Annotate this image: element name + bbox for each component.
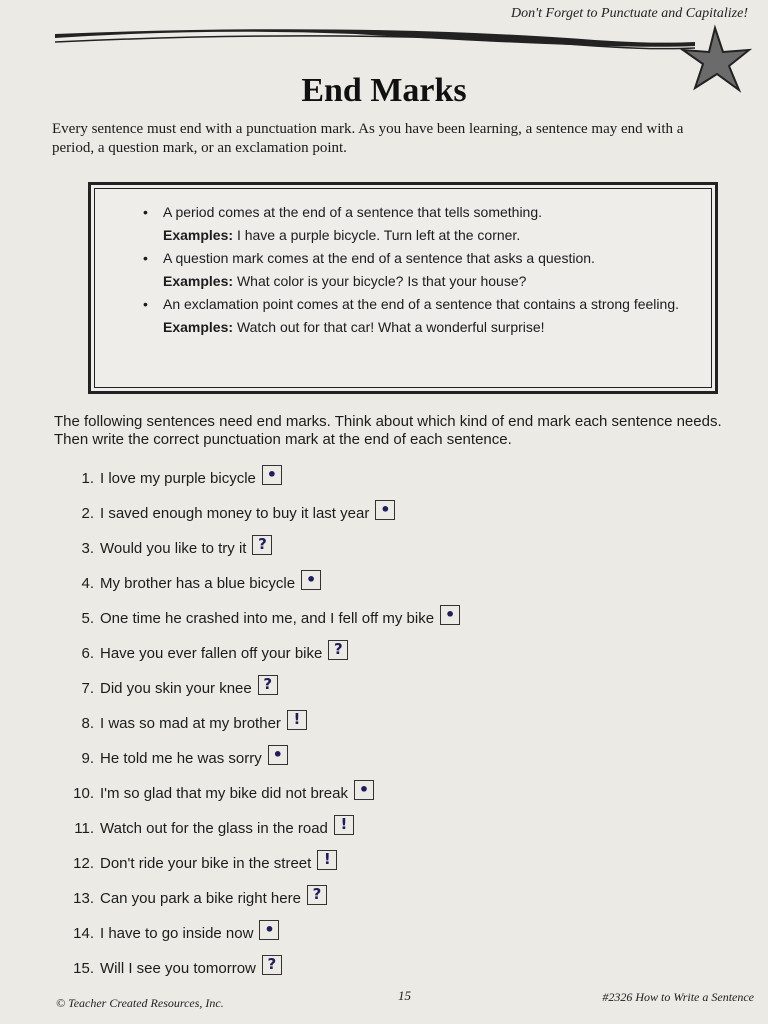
sentence-text: Watch out for the glass in the road xyxy=(100,820,328,837)
bullet-icon: • xyxy=(143,296,148,312)
answer-box[interactable]: • xyxy=(262,465,282,485)
sentence-number: 9. xyxy=(81,750,94,767)
sentence-item xyxy=(58,741,558,776)
page-title: End Marks xyxy=(301,72,467,109)
examples-label: Examples: xyxy=(163,273,234,289)
sentence-number: 14. xyxy=(73,925,94,942)
examples-text: Watch out for that car! What a wonderful surprise! xyxy=(236,319,545,335)
sentence-number: 11. xyxy=(74,820,94,837)
sentence-text: I was so mad at my brother xyxy=(100,715,281,732)
examples-text: What color is your bicycle? Is that your house? xyxy=(236,273,527,289)
sentence-text: Can you park a bike right here xyxy=(100,890,301,907)
answer-box[interactable]: ? xyxy=(258,675,278,695)
sentence-text: I love my purple bicycle xyxy=(100,470,256,487)
rule-text: An exclamation point comes at the end of a sentence that contains a strong feeling. xyxy=(163,296,679,312)
footer-book-title: #2326 How to Write a Sentence xyxy=(602,990,754,1004)
rules-box xyxy=(88,182,718,394)
sentence-item xyxy=(58,811,558,846)
sentence-number: 1. xyxy=(81,470,94,487)
examples-label: Examples: xyxy=(163,319,234,335)
rule-examples xyxy=(163,318,701,336)
rule-item xyxy=(141,203,701,244)
examples-label: Examples: xyxy=(163,227,234,243)
footer-page-number: 15 xyxy=(398,988,411,1003)
sentence-number: 6. xyxy=(81,645,94,662)
rule-item xyxy=(141,249,701,290)
rule-text: A question mark comes at the end of a sentence that asks a question. xyxy=(163,250,595,266)
sentence-number: 7. xyxy=(81,680,94,697)
sentence-number: 15. xyxy=(73,960,94,977)
answer-box[interactable]: • xyxy=(354,780,374,800)
sentence-number: 10. xyxy=(73,785,94,802)
rule-list xyxy=(141,203,701,341)
sentence-list xyxy=(58,461,558,986)
examples-text: I have a purple bicycle. Turn left at the corner. xyxy=(236,227,521,243)
sentence-item xyxy=(58,776,558,811)
header-caption: Don't Forget to Punctuate and Capitalize! xyxy=(511,6,748,21)
sentence-text: I'm so glad that my bike did not break xyxy=(100,785,348,802)
sentence-item xyxy=(58,531,558,566)
answer-box[interactable]: • xyxy=(301,570,321,590)
intro-paragraph: Every sentence must end with a punctuation mark. As you have been learning, a sentence may end with a period, a question mark, or an exclamation point. xyxy=(52,121,684,156)
answer-box[interactable]: ! xyxy=(317,850,337,870)
sentence-item xyxy=(58,706,558,741)
sentence-text: One time he crashed into me, and I fell off my bike xyxy=(100,610,435,627)
sentence-number: 13. xyxy=(73,890,94,907)
sentence-text: Have you ever fallen off your bike xyxy=(100,645,323,662)
bullet-icon: • xyxy=(143,250,148,266)
sentence-text: My brother has a blue bicycle xyxy=(100,575,296,592)
sentence-number: 4. xyxy=(81,575,94,592)
sentence-item xyxy=(58,671,558,706)
sentence-number: 8. xyxy=(81,715,94,732)
sentence-text: I saved enough money to buy it last year xyxy=(100,505,370,522)
sentence-text: Don't ride your bike in the street xyxy=(100,855,312,872)
bullet-icon: • xyxy=(143,204,148,220)
sentence-item xyxy=(58,496,558,531)
sentence-number: 5. xyxy=(81,610,94,627)
sentence-item xyxy=(58,881,558,916)
rule-examples xyxy=(163,226,701,244)
answer-box[interactable]: • xyxy=(268,745,288,765)
rule-item xyxy=(141,295,701,336)
sentence-text: I have to go inside now xyxy=(100,925,254,942)
answer-box[interactable]: • xyxy=(440,605,460,625)
answer-box[interactable]: ? xyxy=(307,885,327,905)
sentence-item xyxy=(58,566,558,601)
sentence-item xyxy=(58,846,558,881)
rule-examples xyxy=(163,272,701,290)
sentence-text: He told me he was sorry xyxy=(100,750,262,767)
rule-text: A period comes at the end of a sentence that tells something. xyxy=(163,204,543,220)
sentence-text: Would you like to try it xyxy=(100,540,247,557)
answer-box[interactable]: ! xyxy=(287,710,307,730)
sentence-item xyxy=(58,916,558,951)
sentence-text: Did you skin your knee xyxy=(100,680,252,697)
answer-box[interactable]: • xyxy=(259,920,279,940)
sentence-item xyxy=(58,951,558,986)
sentence-text: Will I see you tomorrow xyxy=(100,960,256,977)
sentence-item xyxy=(58,461,558,496)
sentence-number: 2. xyxy=(81,505,94,522)
sentence-item xyxy=(58,601,558,636)
answer-box[interactable]: ? xyxy=(252,535,272,555)
answer-box[interactable]: ! xyxy=(334,815,354,835)
directions-paragraph: The following sentences need end marks. Think about which kind of end mark each sentence needs. Then write the correct punctuation mark at the end of each sentence. xyxy=(54,413,722,448)
answer-box[interactable]: ? xyxy=(328,640,348,660)
sentence-number: 12. xyxy=(73,855,94,872)
footer-copyright: © Teacher Created Resources, Inc. xyxy=(56,996,224,1010)
sentence-number: 3. xyxy=(81,540,94,557)
answer-box[interactable]: ? xyxy=(262,955,282,975)
answer-box[interactable]: • xyxy=(375,500,395,520)
sentence-item xyxy=(58,636,558,671)
